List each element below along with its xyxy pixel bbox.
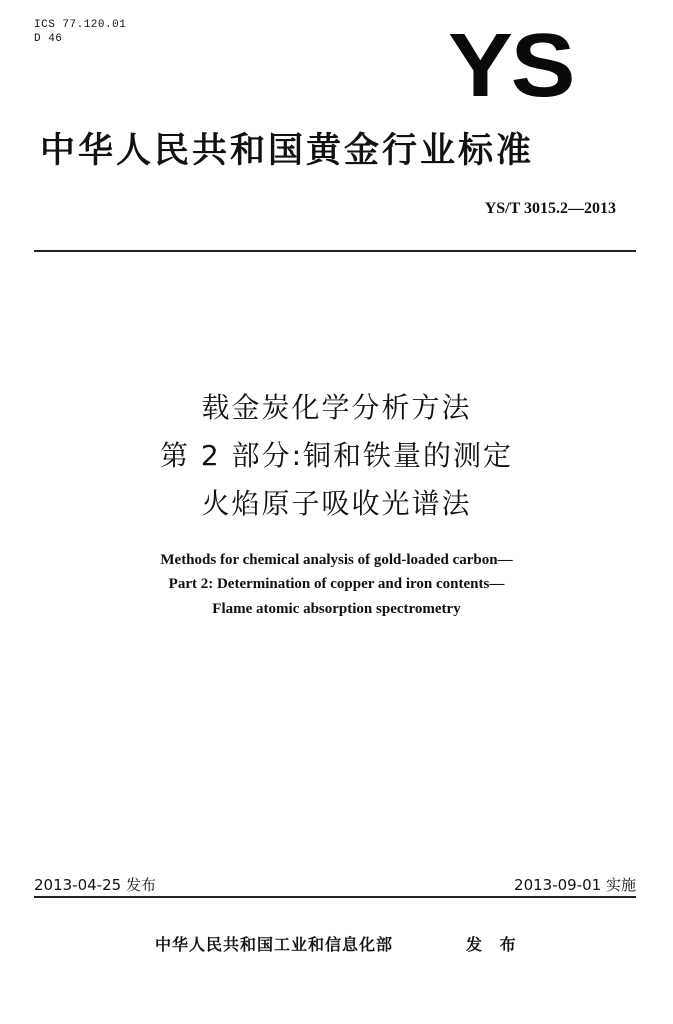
ics-code: ICS 77.120.01 [34,19,127,31]
ys-logo: YS [448,16,574,116]
ccs-code: D 46 [34,33,63,45]
standard-number: YS/T 3015.2—2013 [484,200,616,217]
standard-family-title: 中华人民共和国黄金行业标准 [40,131,535,171]
issue-label: 发 布 [466,935,522,954]
release-date: 2013-04-25 发布 [34,876,156,894]
english-title-line-3: Flame atomic absorption spectrometry [212,601,461,617]
chinese-title-line-3: 火焰原子吸收光谱法 [201,487,472,520]
english-title-line-1: Methods for chemical analysis of gold-loaded carbon— [160,552,513,568]
implementation-date: 2013-09-01 实施 [514,876,636,894]
chinese-title-line-1: 载金炭化学分析方法 [201,391,472,424]
classification-codes [34,18,126,46]
bottom-divider [34,896,636,898]
top-divider [34,250,636,252]
chinese-title-line-2: 第 2 部分:铜和铁量的测定 [159,439,514,472]
issuing-authority: 中华人民共和国工业和信息化部 [155,935,394,954]
english-title-line-2: Part 2: Determination of copper and iron contents— [168,576,505,592]
